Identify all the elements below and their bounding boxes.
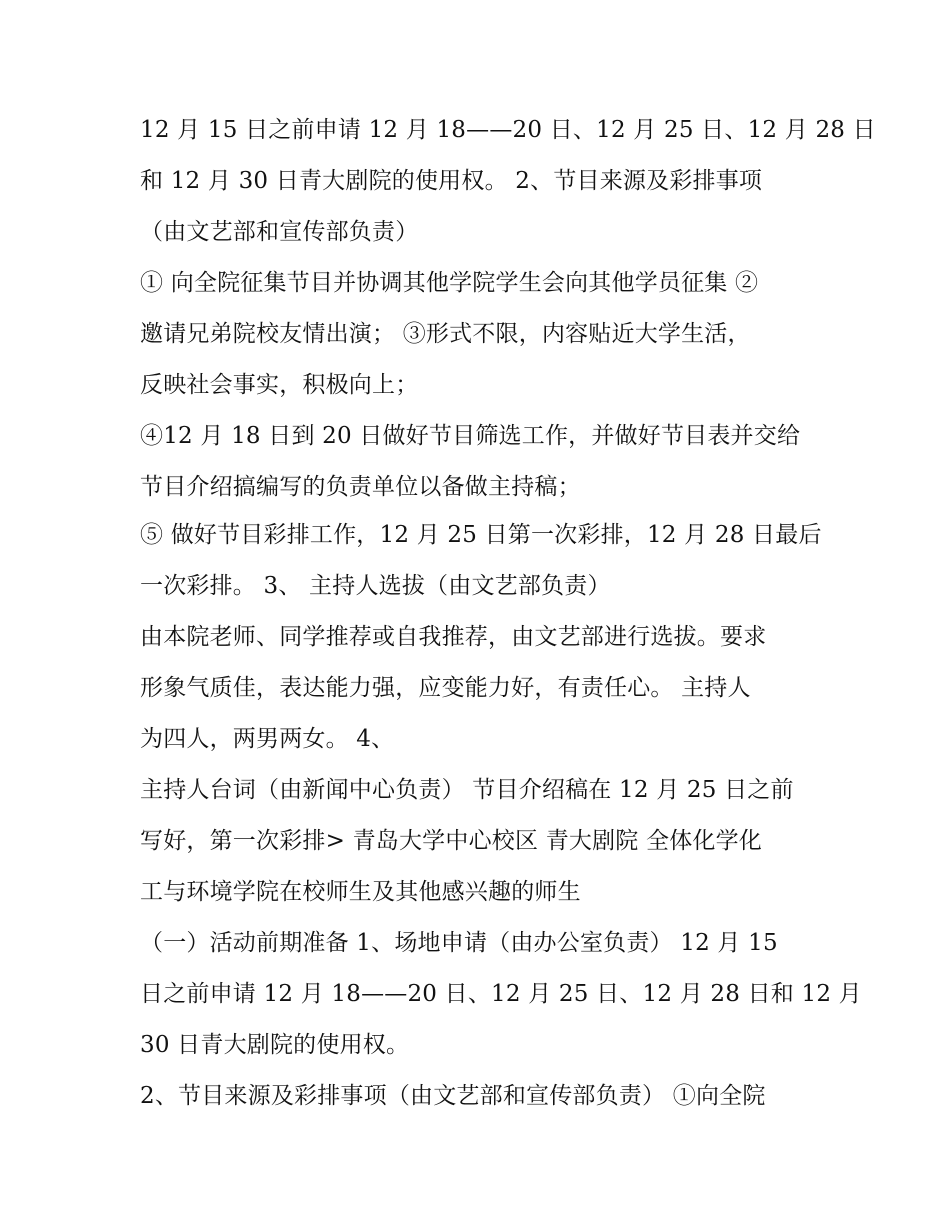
text-line: 节目介绍搞编写的负责单位以备做主持稿； bbox=[140, 474, 581, 500]
text-line: 2、节目来源及彩排事项（由文艺部和宣传部负责） ①向全院 bbox=[140, 1083, 766, 1109]
text-line: 由本院老师、同学推荐或自我推荐，由文艺部进行选拔。要求 bbox=[140, 624, 767, 650]
text-line: 12 月 15 日之前申请 12 月 18——20 日、12 月 25 日、12 月 28 日 bbox=[140, 117, 876, 143]
text-line: （一）活动前期准备 1、场地申请（由办公室负责） 12 月 15 bbox=[140, 930, 778, 956]
text-line: 一次彩排。 3、 主持人选拔（由文艺部负责） bbox=[140, 573, 611, 599]
text-line: 工与环境学院在校师生及其他感兴趣的师生 bbox=[140, 879, 581, 905]
text-line: ④12 月 18 日到 20 日做好节目筛选工作，并做好节目表并交给 bbox=[140, 423, 801, 449]
text-line: （由文艺部和宣传部负责） bbox=[140, 219, 419, 245]
text-line: 反映社会事实，积极向上； bbox=[140, 372, 419, 398]
text-line: 为四人，两男两女。 4、 bbox=[140, 726, 395, 752]
text-line: 30 日青大剧院的使用权。 bbox=[140, 1032, 410, 1058]
text-line: ① 向全院征集节目并协调其他学院学生会向其他学员征集 ② bbox=[140, 270, 759, 296]
text-line: 形象气质佳，表达能力强，应变能力好，有责任心。 主持人 bbox=[140, 675, 751, 701]
text-line: 邀请兄弟院校友情出演； ③形式不限，内容贴近大学生活， bbox=[140, 321, 751, 347]
text-line: 写好，第一次彩排> 青岛大学中心校区 青大剧院 全体化学化 bbox=[140, 828, 763, 854]
text-line: 主持人台词（由新闻中心负责） 节目介绍稿在 12 月 25 日之前 bbox=[140, 777, 794, 803]
text-line: ⑤ 做好节目彩排工作，12 月 25 日第一次彩排，12 月 28 日最后 bbox=[140, 522, 822, 548]
text-line: 日之前申请 12 月 18——20 日、12 月 25 日、12 月 28 日和 12 月 bbox=[140, 981, 862, 1007]
text-line: 和 12 月 30 日青大剧院的使用权。 2、节目来源及彩排事项 bbox=[140, 168, 763, 194]
